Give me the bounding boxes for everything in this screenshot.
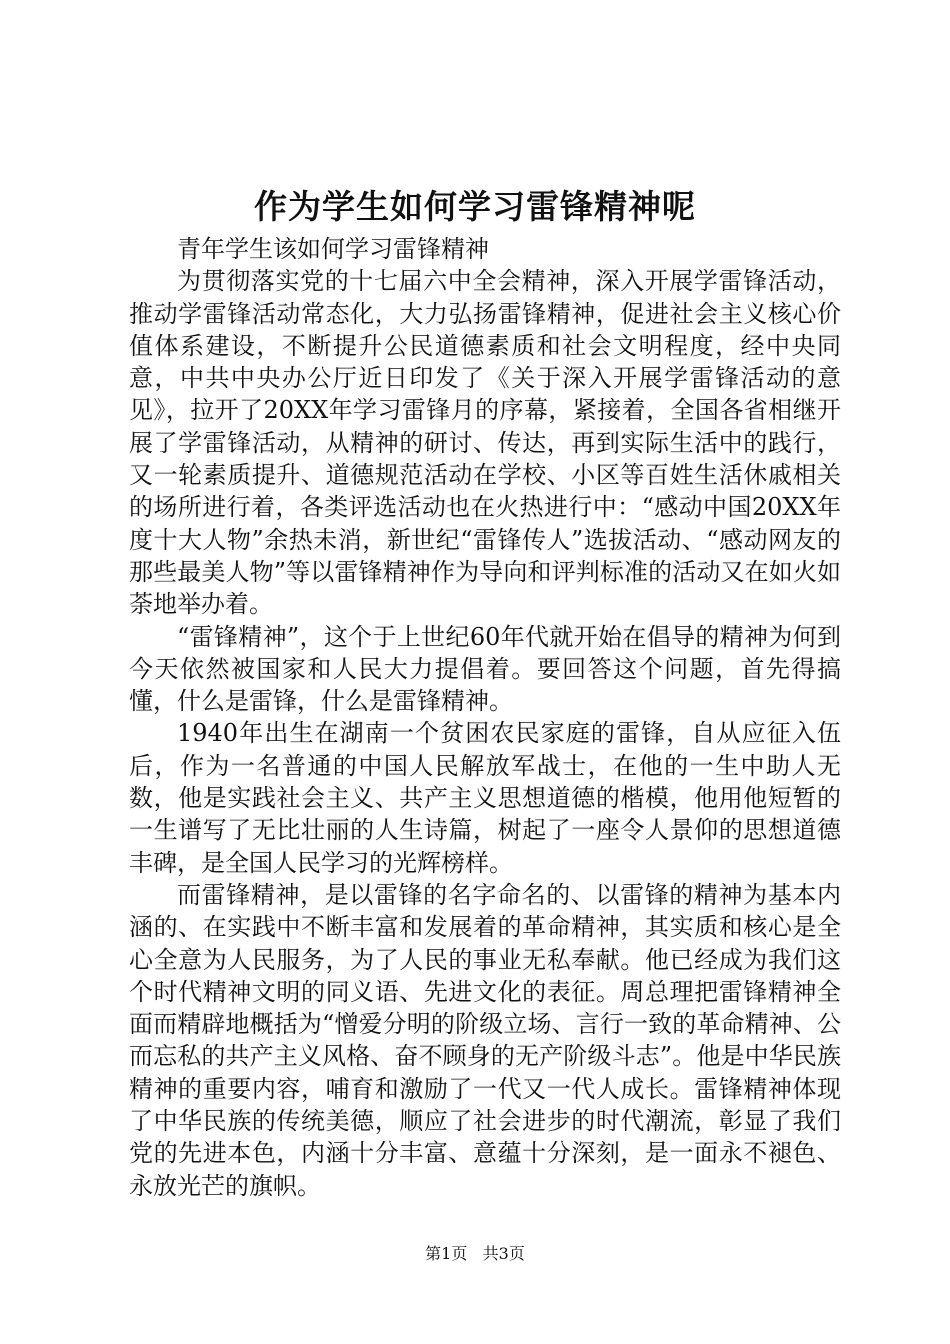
paragraph-3: 1940年出生在湖南一个贫困农民家庭的雷锋，自从应征入伍后，作为一名普通的中国人民解放军战士，在他的一生中助人无数，他是实践社会主义、共产主义思想道德的楷模，他用他短暂的一生谱写了无比壮丽的人生诗篇，树起了一座令人景仰的思想道德丰碑，是全国人民学习的光辉榜样。 <box>129 719 841 877</box>
subtitle: 青年学生该如何学习雷锋精神 <box>177 235 489 263</box>
paragraph-1: 为贯彻落实党的十七届六中全会精神，深入开展学雷锋活动，推动学雷锋活动常态化，大力弘扬雷锋精神，促进社会主义核心价值体系建设，不断提升公民道德素质和社会文明程度，经中央同意，中共中央办公厅近日印发了《关于深入开展学雷锋活动的意见》，拉开了20XX年学习雷锋月的序幕，紧接着，全国各省相继开展了学雷锋活动，从精神的研讨、传达，再到实际生活中的践行，又一轮素质提升、道德规范活动在学校、小区等百姓生活休戚相关的场所进行着，各类评选活动也在火热进行中：“感动中国20XX年度十大人物”余热未消，新世纪“雷锋传人”选拔活动、“感动网友的那些最美人物”等以雷锋精神作为导向和评判标准的活动又在如火如荼地举办着。 <box>129 267 841 619</box>
document-body <box>129 233 841 1202</box>
page-number: 第1页 <box>425 1244 468 1263</box>
page-total: 共3页 <box>482 1244 525 1263</box>
paragraph-2: “雷锋精神”，这个于上世纪60年代就开始在倡导的精神为何到今天依然被国家和人民大力提倡着。要回答这个问题，首先得搞懂，什么是雷锋，什么是雷锋精神。 <box>129 622 841 716</box>
page-footer <box>0 1242 950 1266</box>
page-spacer <box>472 1244 477 1263</box>
paragraph-4: 而雷锋精神，是以雷锋的名字命名的、以雷锋的精神为基本内涵的、在实践中不断丰富和发展着的革命精神，其实质和核心是全心全意为人民服务，为了人民的事业无私奉献。他已经成为我们这个时代精神文明的同义语、先进文化的表征。周总理把雷锋精神全面而精辟地概括为“憎爱分明的阶级立场、言行一致的革命精神、公而忘私的共产主义风格、奋不顾身的无产阶级斗志”。他是中华民族精神的重要内容，哺育和激励了一代又一代人成长。雷锋精神体现了中华民族的传统美德，顺应了社会进步的时代潮流，彰显了我们党的先进本色，内涵十分丰富、意蕴十分深刻，是一面永不褪色、永放光芒的旗帜。 <box>129 880 841 1200</box>
document-title: 作为学生如何学习雷锋精神呢 <box>254 187 696 226</box>
